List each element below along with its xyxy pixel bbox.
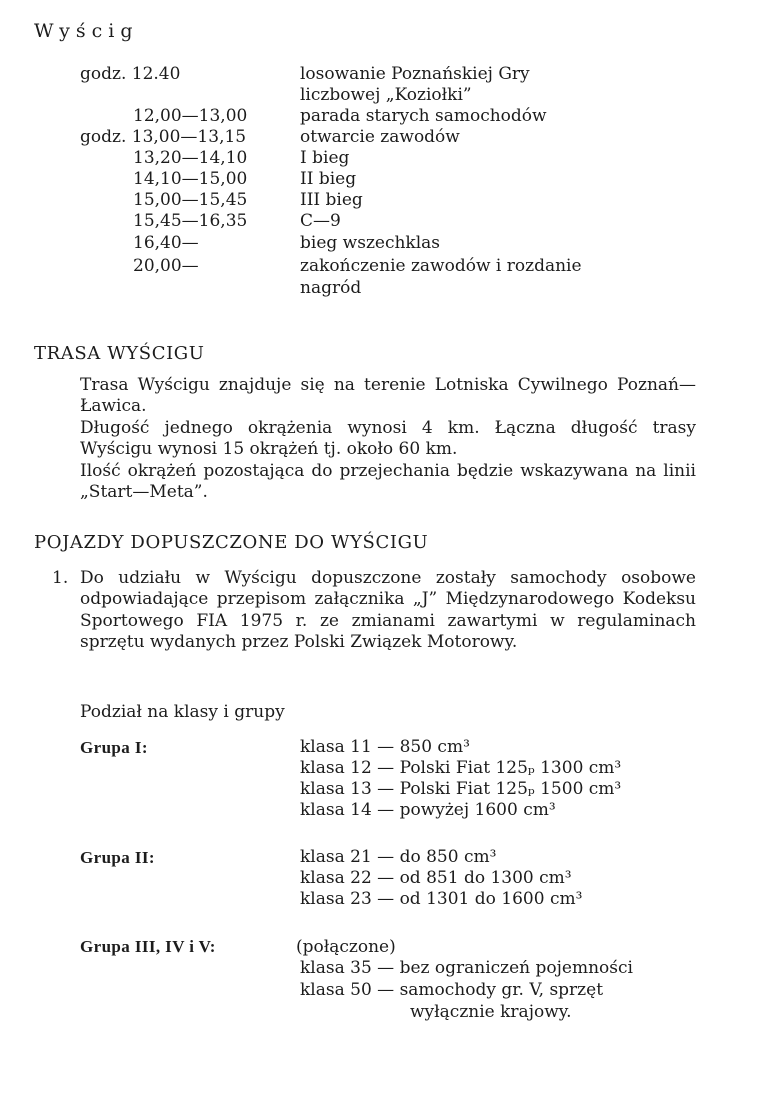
schedule-time: 20,00— [133, 256, 199, 276]
class-line: (połączone) [296, 937, 396, 957]
group-label: Grupa I: [80, 738, 148, 757]
schedule-row [0, 190, 775, 211]
schedule-time: 13,20—14,10 [133, 148, 248, 168]
class-line: klasa 12 — Polski Fiat 125ₚ 1300 cm³ [300, 758, 622, 778]
schedule-row [0, 169, 775, 190]
class-line: klasa 23 — od 1301 do 1600 cm³ [300, 889, 583, 909]
vehicles-section-title: POJAZDY DOPUSZCZONE DO WYŚCIGU [34, 532, 429, 553]
class-line: wyłącznie krajowy. [410, 1002, 572, 1022]
schedule-event: zakończenie zawodów i rozdanie [300, 256, 582, 276]
schedule-row [0, 85, 775, 106]
schedule-event: II bieg [300, 169, 357, 189]
class-line: klasa 14 — powyżej 1600 cm³ [300, 800, 556, 820]
schedule-time: 14,10—15,00 [133, 169, 248, 189]
schedule-row [0, 211, 775, 232]
schedule-row [0, 106, 775, 127]
schedule-event: liczbowej „Koziołki” [300, 85, 472, 105]
schedule-row [0, 233, 775, 254]
route-paragraph: Ilość okrążeń pozostająca do przejechania będzie wskazywana na linii „Start—Meta”. [80, 461, 696, 503]
schedule-event: losowanie Poznańskiej Gry [300, 64, 530, 84]
schedule-time: 16,40— [133, 233, 199, 253]
schedule-time: 12,00—13,00 [133, 106, 248, 126]
schedule-event: otwarcie zawodów [300, 127, 460, 147]
schedule-time: godz. 12.40 [80, 64, 181, 84]
schedule-time: godz. 13,00—13,15 [80, 127, 247, 147]
group-label: Grupa III, IV i V: [80, 937, 216, 956]
schedule-row [0, 256, 775, 277]
schedule-event: C—9 [300, 211, 341, 231]
schedule-event: I bieg [300, 148, 350, 168]
class-line: klasa 13 — Polski Fiat 125ₚ 1500 cm³ [300, 779, 622, 799]
schedule-event: parada starych samochodów [300, 106, 547, 126]
division-label: Podział na klasy i grupy [80, 702, 285, 722]
schedule-row [0, 127, 775, 148]
schedule-row [0, 64, 775, 85]
class-line: klasa 21 — do 850 cm³ [300, 847, 497, 867]
route-section-title: TRASA WYŚCIGU [34, 343, 205, 364]
class-line: klasa 50 — samochody gr. V, sprzęt [300, 980, 604, 1000]
schedule-row [0, 148, 775, 169]
schedule-time: 15,00—15,45 [133, 190, 248, 210]
group-label: Grupa II: [80, 848, 155, 867]
schedule-row [0, 278, 775, 299]
route-paragraph: Długość jednego okrążenia wynosi 4 km. Łączna długość trasy Wyścigu wynosi 15 okrążeń tj. około 60 km. [80, 418, 696, 460]
race-heading: Wyścig [34, 20, 139, 42]
class-line: klasa 11 — 850 cm³ [300, 737, 470, 757]
schedule-event: bieg wszechklas [300, 233, 441, 253]
route-paragraph: Trasa Wyścigu znajduje się na terenie Lotniska Cywilnego Poznań—Ławica. [80, 375, 696, 417]
schedule-time: 15,45—16,35 [133, 211, 248, 231]
schedule-event: III bieg [300, 190, 363, 210]
class-line: klasa 35 — bez ograniczeń pojemności [300, 958, 633, 978]
list-item-number: 1. [52, 568, 69, 588]
vehicles-paragraph: Do udziału w Wyścigu dopuszczone zostały samochody osobowe odpowiadające przepisom załącznika „J” Międzynarodowego Kodeksu Sportowego FIA 1975 r. ze zmianami zawartymi w regulaminach sprzętu wydanych przez Polski Związek Motorowy. [80, 568, 696, 652]
class-line: klasa 22 — od 851 do 1300 cm³ [300, 868, 572, 888]
schedule-event: nagród [300, 278, 362, 298]
